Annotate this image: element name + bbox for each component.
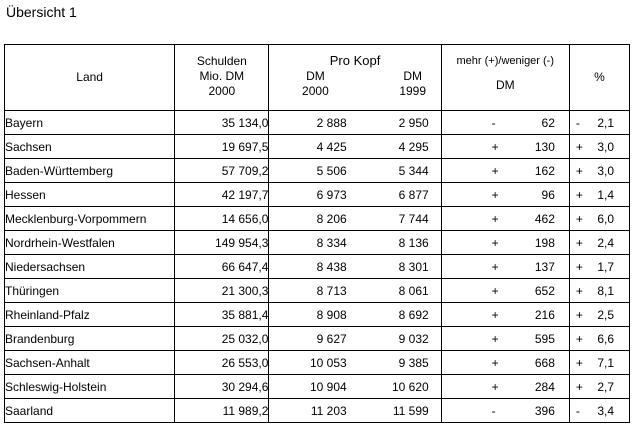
dm2000-value: 9 627 xyxy=(316,331,347,346)
percent-value: 1,4 xyxy=(597,187,614,202)
table-row xyxy=(5,183,630,207)
dm2000-value: 2 888 xyxy=(316,115,347,130)
header-land xyxy=(5,45,175,111)
dm1999-value: 10 620 xyxy=(391,379,429,394)
land-cell: Sachsen xyxy=(5,135,175,159)
dm1999-value: 8 692 xyxy=(398,307,429,322)
diff-cell xyxy=(441,351,569,375)
table-row xyxy=(5,399,630,423)
header-schulden-line3: 2000 xyxy=(208,84,236,98)
percent-sign: + xyxy=(575,211,583,226)
diff-sign: + xyxy=(491,211,499,226)
land-cell: Schleswig-Holstein xyxy=(5,375,175,399)
land-cell: Bayern xyxy=(5,111,175,135)
diff-cell xyxy=(441,111,569,135)
dm2000-value: 8 334 xyxy=(316,235,347,250)
diff-sign: + xyxy=(491,355,499,370)
diff-sign: + xyxy=(491,307,499,322)
prokopf-cell xyxy=(269,231,441,255)
schulden-cell: 14 656,0 xyxy=(175,207,269,231)
schulden-cell: 35 881,4 xyxy=(175,303,269,327)
header-schulden xyxy=(175,45,269,111)
table-row xyxy=(5,207,630,231)
table-row xyxy=(5,351,630,375)
dm1999-value: 11 599 xyxy=(392,403,429,418)
percent-value: 3,4 xyxy=(597,403,614,418)
land-cell: Saarland xyxy=(5,399,175,423)
percent-value: 2,1 xyxy=(597,115,614,130)
percent-cell xyxy=(569,135,629,159)
dm2000-value: 6 973 xyxy=(316,187,347,202)
dm2000-value: 8 713 xyxy=(316,283,347,298)
header-percent xyxy=(569,45,629,111)
diff-sign: + xyxy=(491,235,499,250)
diff-sign: - xyxy=(491,403,496,418)
prokopf-cell xyxy=(269,159,441,183)
header-prokopf-label: Pro Kopf xyxy=(329,53,381,68)
percent-sign: + xyxy=(575,307,583,322)
land-cell: Sachsen-Anhalt xyxy=(5,351,175,375)
dm1999-value: 8 136 xyxy=(398,235,429,250)
percent-value: 2,4 xyxy=(597,235,614,250)
percent-value: 2,5 xyxy=(597,307,614,322)
schulden-cell: 26 553,0 xyxy=(175,351,269,375)
dm1999-value: 2 950 xyxy=(398,115,429,130)
diff-sign: + xyxy=(491,163,499,178)
land-cell: Hessen xyxy=(5,183,175,207)
percent-cell xyxy=(569,183,629,207)
dm1999-value: 9 032 xyxy=(398,331,429,346)
prokopf-cell xyxy=(269,111,441,135)
schulden-cell: 66 647,4 xyxy=(175,255,269,279)
schulden-cell: 11 989,2 xyxy=(175,399,269,423)
percent-cell xyxy=(569,375,629,399)
percent-cell xyxy=(569,399,629,423)
prokopf-cell xyxy=(269,135,441,159)
percent-sign: + xyxy=(575,259,583,274)
schulden-cell: 35 134,0 xyxy=(175,111,269,135)
diff-cell xyxy=(441,183,569,207)
diff-cell xyxy=(441,279,569,303)
percent-sign: + xyxy=(575,379,583,394)
prokopf-cell xyxy=(269,375,441,399)
table-row xyxy=(5,111,630,135)
percent-sign: - xyxy=(575,115,580,130)
percent-sign: + xyxy=(575,355,583,370)
dm2000-value: 8 438 xyxy=(316,259,347,274)
table-row xyxy=(5,279,630,303)
diff-value: 652 xyxy=(534,283,555,298)
schulden-cell: 57 709,2 xyxy=(175,159,269,183)
diff-cell xyxy=(441,327,569,351)
diff-value: 62 xyxy=(541,115,555,130)
diff-cell xyxy=(441,231,569,255)
header-schulden-line2: Mio. DM xyxy=(199,69,245,83)
land-cell: Rheinland-Pfalz xyxy=(5,303,175,327)
table-row xyxy=(5,159,630,183)
dm2000-value: 10 053 xyxy=(309,355,347,370)
prokopf-cell xyxy=(269,351,441,375)
table-row xyxy=(5,327,630,351)
percent-value: 2,7 xyxy=(597,379,614,394)
dm1999-value: 4 295 xyxy=(398,139,429,154)
percent-cell xyxy=(569,231,629,255)
header-prokopf xyxy=(269,45,441,111)
prokopf-cell xyxy=(269,399,441,423)
land-cell: Brandenburg xyxy=(5,327,175,351)
percent-cell xyxy=(569,327,629,351)
schulden-cell: 21 300,3 xyxy=(175,279,269,303)
table-row xyxy=(5,303,630,327)
dm2000-value: 8 908 xyxy=(316,307,347,322)
percent-sign: + xyxy=(575,283,583,298)
prokopf-cell xyxy=(269,303,441,327)
percent-value: 3,0 xyxy=(597,139,614,154)
dm2000-value: 11 203 xyxy=(310,403,347,418)
dm1999-value: 8 061 xyxy=(398,283,429,298)
dm1999-value: 8 301 xyxy=(398,259,429,274)
percent-cell xyxy=(569,351,629,375)
diff-value: 462 xyxy=(534,211,555,226)
diff-value: 137 xyxy=(534,259,555,274)
diff-cell xyxy=(441,303,569,327)
percent-sign: + xyxy=(575,139,583,154)
diff-value: 595 xyxy=(534,331,555,346)
header-row xyxy=(5,45,630,111)
dm2000-value: 10 904 xyxy=(309,379,347,394)
schulden-cell: 19 697,5 xyxy=(175,135,269,159)
prokopf-cell xyxy=(269,327,441,351)
header-percent-label: % xyxy=(594,70,605,84)
diff-cell xyxy=(441,399,569,423)
dm1999-value: 7 744 xyxy=(398,211,429,226)
table-row xyxy=(5,255,630,279)
table-row xyxy=(5,375,630,399)
percent-cell xyxy=(569,279,629,303)
header-schulden-line1: Schulden xyxy=(196,54,247,68)
percent-sign: + xyxy=(575,163,583,178)
prokopf-cell xyxy=(269,255,441,279)
schulden-cell: 149 954,3 xyxy=(175,231,269,255)
percent-cell xyxy=(569,303,629,327)
schulden-cell: 42 197,7 xyxy=(175,183,269,207)
diff-value: 284 xyxy=(534,379,555,394)
table-row xyxy=(5,231,630,255)
diff-sign: + xyxy=(491,187,499,202)
prokopf-cell xyxy=(269,279,441,303)
header-mehrweniger-line2: DM xyxy=(495,78,515,92)
diff-cell xyxy=(441,255,569,279)
diff-value: 396 xyxy=(534,403,555,418)
percent-value: 6,6 xyxy=(597,331,614,346)
diff-value: 668 xyxy=(534,355,555,370)
debt-table xyxy=(4,44,630,423)
diff-value: 198 xyxy=(534,235,555,250)
header-land-label: Land xyxy=(76,70,103,84)
percent-sign: + xyxy=(575,235,583,250)
header-dm2000-line2: 2000 xyxy=(302,84,329,98)
diff-sign: + xyxy=(491,331,499,346)
percent-value: 8,1 xyxy=(597,283,614,298)
diff-sign: - xyxy=(491,115,496,130)
diff-value: 162 xyxy=(534,163,555,178)
land-cell: Mecklenburg-Vorpommern xyxy=(5,207,175,231)
table-row xyxy=(5,135,630,159)
schulden-cell: 25 032,0 xyxy=(175,327,269,351)
diff-cell xyxy=(441,135,569,159)
diff-value: 96 xyxy=(541,187,555,202)
percent-value: 3,0 xyxy=(597,163,614,178)
header-dm1999-line1: DM xyxy=(403,69,422,83)
diff-value: 216 xyxy=(534,307,555,322)
percent-cell xyxy=(569,207,629,231)
header-dm1999-line2: 1999 xyxy=(399,84,427,98)
header-dm2000-line1: DM xyxy=(306,69,325,83)
prokopf-cell xyxy=(269,207,441,231)
percent-value: 1,7 xyxy=(597,259,614,274)
dm1999-value: 5 344 xyxy=(398,163,429,178)
dm2000-value: 5 506 xyxy=(316,163,347,178)
land-cell: Niedersachsen xyxy=(5,255,175,279)
percent-sign: - xyxy=(575,403,580,418)
diff-sign: + xyxy=(491,139,499,154)
dm2000-value: 4 425 xyxy=(316,139,347,154)
dm1999-value: 6 877 xyxy=(398,187,429,202)
percent-value: 6,0 xyxy=(597,211,614,226)
dm1999-value: 9 385 xyxy=(398,355,429,370)
land-cell: Nordrhein-Westfalen xyxy=(5,231,175,255)
prokopf-cell xyxy=(269,183,441,207)
diff-sign: + xyxy=(491,379,499,394)
percent-cell xyxy=(569,111,629,135)
percent-sign: + xyxy=(575,187,583,202)
diff-value: 130 xyxy=(534,139,555,154)
diff-sign: + xyxy=(491,283,499,298)
diff-cell xyxy=(441,159,569,183)
page-title: Übersicht 1 xyxy=(6,4,77,20)
header-mehrweniger xyxy=(441,45,569,111)
diff-sign: + xyxy=(491,259,499,274)
land-cell: Thüringen xyxy=(5,279,175,303)
header-mehrweniger-line1: mehr (+)/weniger (-) xyxy=(456,55,555,67)
dm2000-value: 8 206 xyxy=(316,211,347,226)
percent-cell xyxy=(569,159,629,183)
land-cell: Baden-Württemberg xyxy=(5,159,175,183)
percent-sign: + xyxy=(575,331,583,346)
percent-cell xyxy=(569,255,629,279)
schulden-cell: 30 294,6 xyxy=(175,375,269,399)
diff-cell xyxy=(441,207,569,231)
diff-cell xyxy=(441,375,569,399)
percent-value: 7,1 xyxy=(597,355,614,370)
